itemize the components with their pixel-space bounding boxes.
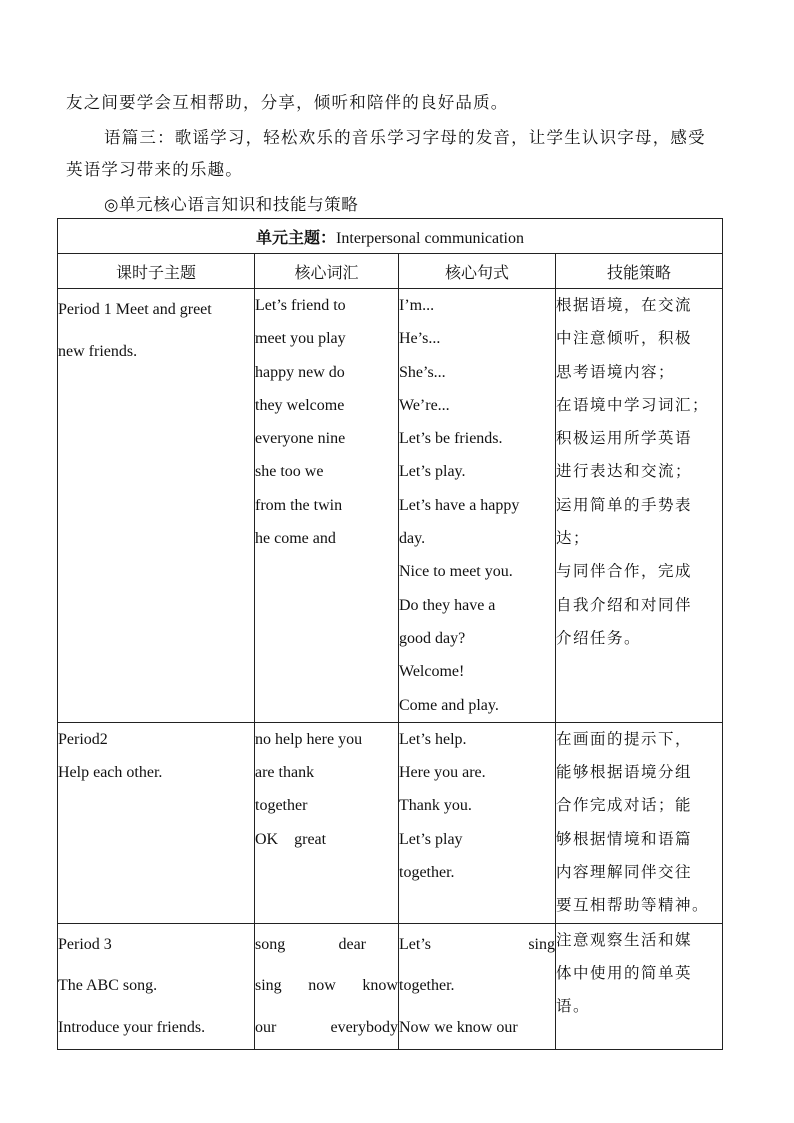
cell-line: Period 1 Meet and greet <box>58 301 212 318</box>
cell-line: 根据语境，在交流 <box>556 296 693 314</box>
cell-line: 能够根据语境分组 <box>556 763 693 782</box>
column-header: 核心词汇 <box>255 254 399 289</box>
topic-cell <box>58 923 255 1049</box>
cell-line: Let’s be friends. <box>399 430 503 448</box>
cell-line: from the twin <box>255 496 343 514</box>
cell-line: she too we <box>255 463 324 481</box>
theme-label: 单元主题： <box>256 227 337 247</box>
cell-line: Now we know our <box>399 1018 518 1036</box>
cell-line: 在画面的提示下， <box>556 729 693 748</box>
cell-line: 自我介绍和对同伴 <box>556 595 693 614</box>
topic-cell <box>58 289 255 723</box>
cell-line <box>255 1007 398 1049</box>
cell-line: good day? <box>399 629 466 647</box>
body-text-line: 友之间要学会互相帮助，分享，倾听和陪伴的良好品质。 <box>66 93 509 112</box>
cell-line: 中注意倾听，积极 <box>556 329 693 348</box>
cell-line: He’s... <box>399 330 441 348</box>
cell-line: Here you are. <box>399 764 486 782</box>
cell-line: 达； <box>556 529 591 548</box>
cell-line: Let’s friend to <box>255 297 346 314</box>
cell-line: We’re... <box>399 396 450 414</box>
vocab-cell <box>255 722 399 923</box>
unit-theme-cell <box>58 219 723 254</box>
sentence-cell <box>399 923 556 1049</box>
cell-line: OK great <box>255 830 327 848</box>
vocab-word: everybody <box>330 1018 398 1036</box>
cell-line: new friends. <box>58 343 138 360</box>
cell-line: 内容理解同伴交往 <box>556 863 693 882</box>
cell-line: Period2 <box>58 730 108 748</box>
cell-line <box>255 965 398 1007</box>
unit-table <box>57 218 723 1050</box>
cell-line: day. <box>399 530 426 548</box>
section-heading: ◎单元核心语言知识和技能与策略 <box>104 195 359 214</box>
body-text-line: 语篇三：歌谣学习，轻松欢乐的音乐学习字母的发音，让学生认识字母，感受 <box>104 128 706 147</box>
cell-line: Thank you. <box>399 797 472 815</box>
cell-line: Let’s have a happy <box>399 496 520 514</box>
cell-line: 语。 <box>556 996 591 1015</box>
cell-line: 与同伴合作，完成 <box>556 562 693 581</box>
vocab-word: our <box>255 1018 277 1036</box>
cell-line: 积极运用所学英语 <box>556 429 693 448</box>
column-header: 核心句式 <box>399 254 556 289</box>
cell-line: Nice to meet you. <box>399 563 513 581</box>
cell-line: 合作完成对话；能 <box>556 796 693 815</box>
cell-line: I’m... <box>399 297 435 314</box>
cell-line: 介绍任务。 <box>556 628 642 647</box>
table-row <box>58 722 723 923</box>
sentence-cell <box>399 722 556 923</box>
topic-cell <box>58 722 255 923</box>
table-header-row <box>58 254 723 289</box>
vocab-word: know <box>362 977 398 995</box>
sentence-cell <box>399 289 556 723</box>
sentence-word: sing <box>528 935 555 953</box>
vocab-word: now <box>308 977 336 995</box>
cell-line: no help here you <box>255 730 363 748</box>
cell-line: The ABC song. <box>58 977 158 995</box>
cell-line: Help each other. <box>58 764 163 782</box>
cell-line: 进行表达和交流； <box>556 462 693 481</box>
cell-line: Welcome! <box>399 663 465 681</box>
vocab-cell <box>255 923 399 1049</box>
cell-line: they welcome <box>255 396 345 414</box>
cell-line <box>399 924 555 966</box>
strategy-cell <box>556 923 723 1049</box>
cell-line: Let’s play. <box>399 463 466 481</box>
cell-line: Let’s play <box>399 830 463 848</box>
strategy-cell <box>556 289 723 723</box>
cell-line: everyone nine <box>255 430 346 448</box>
cell-line: Introduce your friends. <box>58 1018 206 1036</box>
cell-line: together. <box>399 864 455 882</box>
cell-line: Period 3 <box>58 935 112 953</box>
column-header: 技能策略 <box>556 254 723 289</box>
cell-line: Do they have a <box>399 596 496 614</box>
cell-line: Let’s help. <box>399 730 467 748</box>
column-header: 课时子主题 <box>58 254 255 289</box>
sentence-word: Let’s <box>399 935 431 953</box>
cell-line <box>255 924 398 966</box>
strategy-cell <box>556 722 723 923</box>
cell-line: happy new do <box>255 363 345 381</box>
cell-line: 注意观察生活和媒 <box>556 930 693 949</box>
cell-line: meet you play <box>255 330 346 348</box>
vocab-word: dear <box>338 935 366 953</box>
cell-line: 够根据情境和语篇 <box>556 829 693 848</box>
table-row <box>58 923 723 1049</box>
body-text-line: 英语学习带来的乐趣。 <box>66 160 243 179</box>
cell-line: are thank <box>255 764 315 782</box>
cell-line: 运用简单的手势表 <box>556 495 693 514</box>
cell-line: She’s... <box>399 363 446 381</box>
cell-line: 体中使用的简单英 <box>556 963 693 982</box>
cell-line: 思考语境内容； <box>556 362 676 381</box>
cell-line: together <box>255 797 308 815</box>
table-theme-row <box>58 219 723 254</box>
vocab-word: sing <box>255 977 282 995</box>
cell-line: he come and <box>255 530 336 548</box>
vocab-word: song <box>255 935 286 953</box>
vocab-cell <box>255 289 399 723</box>
theme-value: Interpersonal communication <box>336 229 524 247</box>
cell-line: together. <box>399 977 455 995</box>
cell-line: 要互相帮助等精神。 <box>556 896 710 915</box>
cell-line: Come and play. <box>399 696 499 714</box>
cell-line: 在语境中学习词汇； <box>556 395 710 414</box>
table-row <box>58 289 723 723</box>
